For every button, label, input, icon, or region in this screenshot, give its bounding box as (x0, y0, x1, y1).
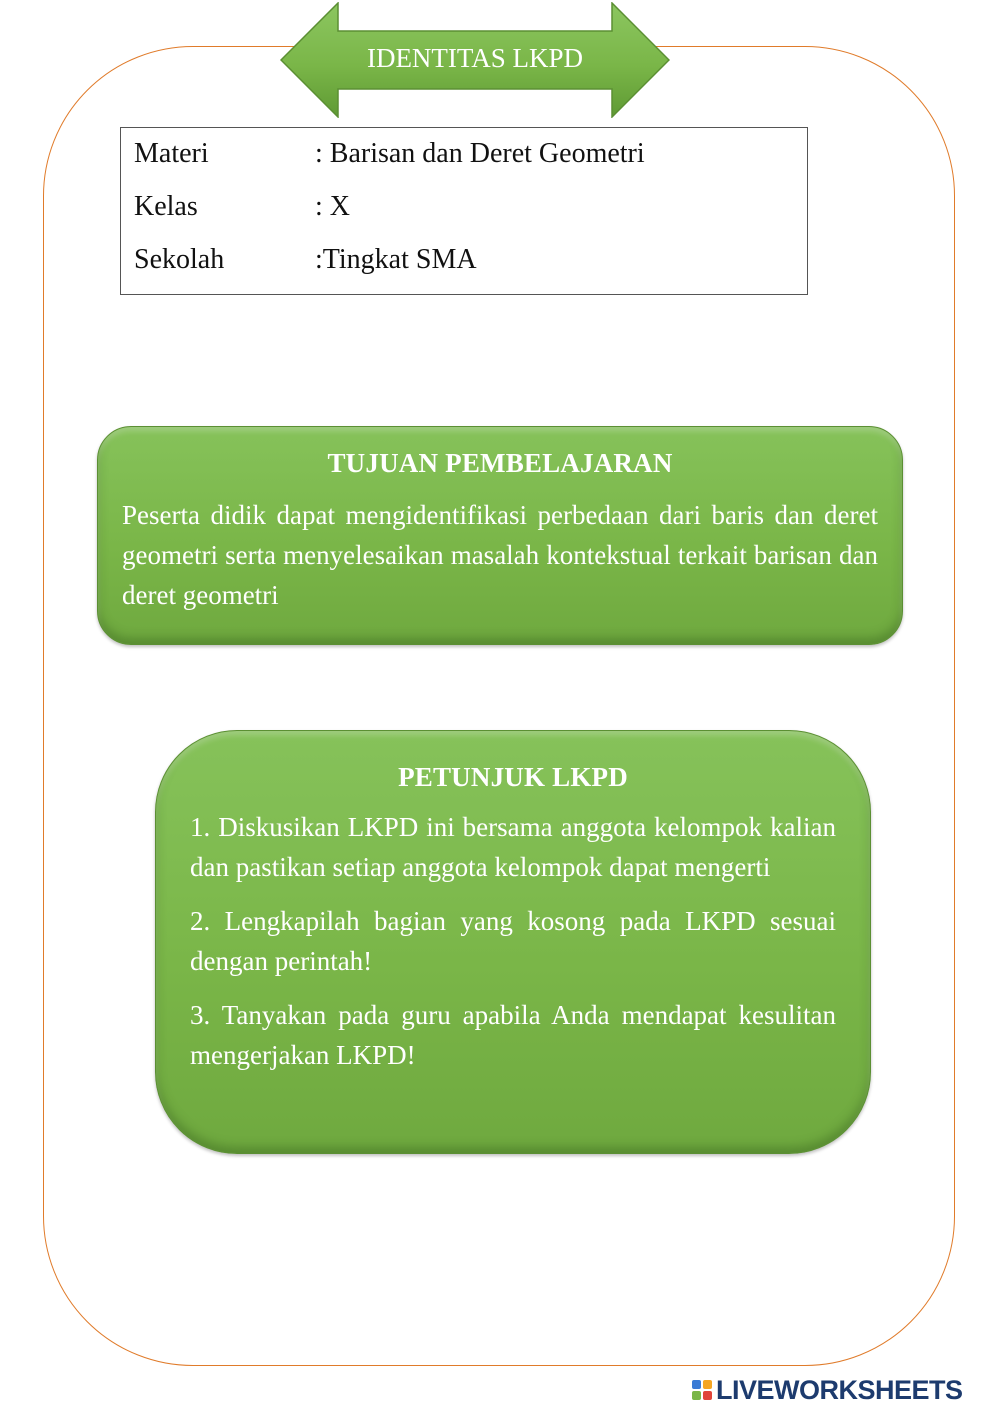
petunjuk-step: 3. Tanyakan pada guru apabila Anda mendapat kesulitan mengerjakan LKPD! (190, 1000, 836, 1070)
identity-row-kelas (121, 189, 807, 242)
liveworksheets-footer[interactable] (692, 1374, 963, 1406)
petunjuk-step: 2. Lengkapilah bagian yang kosong pada LKPD sesuai dengan perintah! (190, 906, 836, 976)
liveworksheets-brand: LIVEWORKSHEETS (716, 1374, 963, 1405)
identity-label: Sekolah (134, 244, 225, 275)
identity-label: Kelas (134, 191, 198, 222)
identity-value: : X (315, 191, 350, 222)
liveworksheets-logo-icon (692, 1380, 712, 1400)
tujuan-title: TUJUAN PEMBELAJARAN (327, 448, 673, 478)
petunjuk-lkpd-box (155, 730, 871, 1154)
identitas-banner (280, 2, 670, 118)
identity-table (120, 127, 808, 295)
identity-row-materi (121, 136, 807, 189)
identity-value: : Barisan dan Deret Geometri (315, 138, 645, 169)
tujuan-pembelajaran-box (97, 426, 903, 645)
identity-row-sekolah (121, 242, 807, 295)
identity-label: Materi (134, 138, 209, 169)
identity-value: :Tingkat SMA (315, 244, 477, 275)
petunjuk-step: 1. Diskusikan LKPD ini bersama anggota kelompok kalian dan pastikan setiap anggota kelompok dapat mengerti (190, 812, 836, 882)
banner-title: IDENTITAS LKPD (366, 43, 584, 73)
tujuan-text: Peserta didik dapat mengidentifikasi perbedaan dari baris dan deret geometri serta menyelesaikan masalah kontekstual terkait barisan dan deret geometri (122, 500, 878, 610)
petunjuk-title: PETUNJUK LKPD (398, 762, 628, 792)
